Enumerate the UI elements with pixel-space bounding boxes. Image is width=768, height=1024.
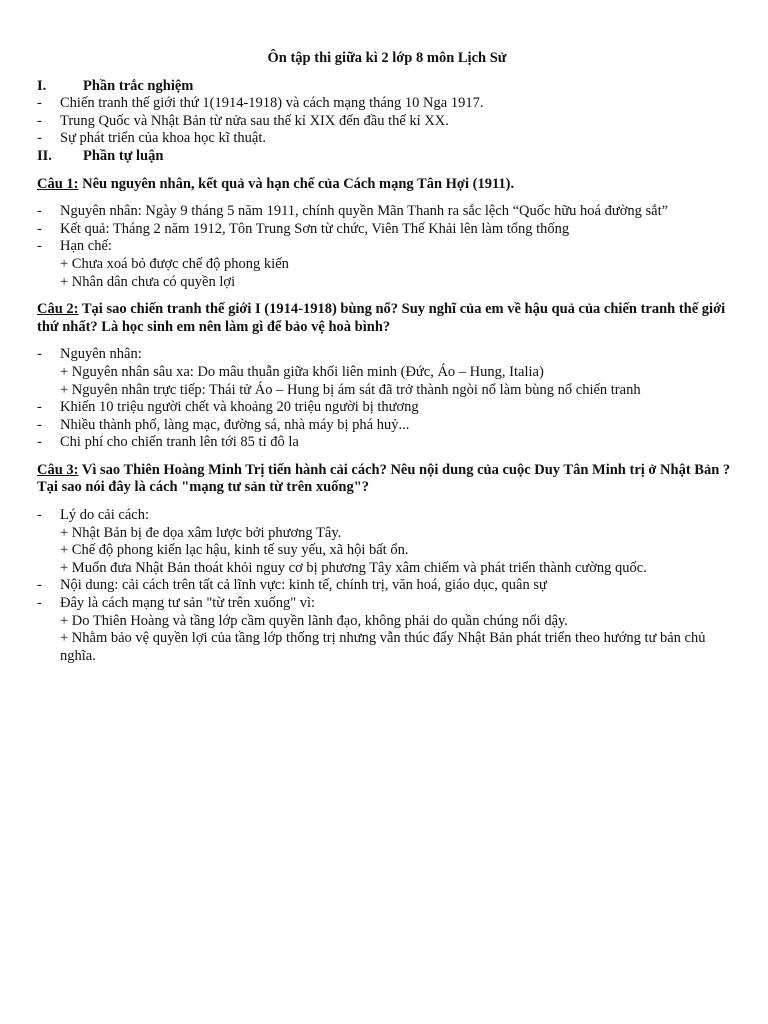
bullet-dash: - bbox=[37, 507, 42, 524]
section-number: II. bbox=[37, 147, 52, 164]
list-item-text: Khiến 10 triệu người chết và khoảng 20 triệu người bị thương bbox=[60, 399, 419, 416]
question-label: Câu 1: bbox=[37, 175, 79, 192]
list-item bbox=[37, 577, 737, 595]
question-label: Câu 3: bbox=[37, 461, 79, 478]
bullet-dash: - bbox=[37, 416, 42, 433]
list-item bbox=[37, 399, 737, 417]
question-text: Vì sao Thiên Hoàng Minh Trị tiến hành cải cách? Nêu nội dung của cuộc Duy Tân Minh trị ở Nhật Bản ? Tại sao nói đây là cách "mạng tư sản từ trên xuống"? bbox=[37, 461, 731, 496]
bullet-dash: - bbox=[37, 130, 42, 147]
bullet-dash: - bbox=[37, 577, 42, 594]
bullet-dash: - bbox=[37, 434, 42, 451]
question-text: Nêu nguyên nhân, kết quả và hạn chế của Cách mạng Tân Hợi (1911). bbox=[78, 175, 515, 192]
list-item-text: Nội dung: cải cách trên tất cả lĩnh vực: kinh tế, chính trị, văn hoá, giáo dục, quân sự bbox=[60, 577, 547, 594]
list-item-text: Chiến tranh thế giới thứ 1(1914-1918) và cách mạng tháng 10 Nga 1917. bbox=[60, 95, 484, 112]
sub-item: + Nhân dân chưa có quyền lợi bbox=[60, 273, 236, 290]
list-item-text: Đây là cách mạng tư sản "từ trên xuống" vì: bbox=[60, 595, 316, 612]
list-item-text: Nguyên nhân: bbox=[60, 346, 142, 363]
section-title: Phần tự luận bbox=[83, 147, 164, 164]
bullet-dash: - bbox=[37, 346, 42, 363]
list-item-text: Chi phí cho chiến tranh lên tới 85 tỉ đô la bbox=[60, 434, 299, 451]
document-title: Ôn tập thi giữa kì 2 lớp 8 môn Lịch Sử bbox=[267, 50, 507, 66]
section-heading-multiple-choice bbox=[37, 78, 737, 96]
list-item bbox=[37, 130, 737, 148]
list-item bbox=[37, 434, 737, 452]
bullet-dash: - bbox=[37, 95, 42, 112]
question-text: Tại sao chiến tranh thế giới I (1914-1918) bùng nổ? Suy nghĩ của em về hậu quả của chiến tranh thế giới thứ nhất? Là học sinh em nên làm gì để bảo vệ hoà bình? bbox=[37, 301, 726, 335]
bullet-dash: - bbox=[37, 203, 42, 220]
list-item bbox=[37, 203, 737, 221]
question-1 bbox=[37, 176, 737, 194]
section-title: Phần trắc nghiệm bbox=[83, 77, 194, 94]
sub-item: + Chế độ phong kiến lạc hậu, kinh tế suy yếu, xã hội bất ổn. bbox=[60, 542, 409, 559]
list-item bbox=[37, 417, 737, 435]
question-2 bbox=[37, 301, 737, 336]
question-3 bbox=[37, 462, 737, 497]
list-item bbox=[37, 95, 737, 113]
list-item-text: Nhiều thành phố, làng mạc, đường sá, nhà máy bị phá huỷ... bbox=[60, 416, 410, 433]
sub-item: + Chưa xoá bỏ được chế độ phong kiến bbox=[60, 255, 289, 272]
list-item bbox=[37, 595, 737, 613]
list-item bbox=[37, 346, 737, 364]
bullet-dash: - bbox=[37, 238, 42, 255]
sub-item: + Nhật Bản bị đe dọa xâm lược bởi phương Tây. bbox=[60, 524, 342, 541]
list-item bbox=[37, 221, 737, 239]
bullet-dash: - bbox=[37, 220, 42, 237]
list-item-text: Lý do cải cách: bbox=[60, 507, 149, 524]
list-item-text: Hạn chế: bbox=[60, 238, 112, 255]
document-page bbox=[37, 50, 737, 665]
sub-item: + Nguyên nhân trực tiếp: Thái tử Áo – Hung bị ám sát đã trở thành ngòi nổ làm bùng nổ chiến tranh bbox=[60, 381, 641, 398]
question-label: Câu 2: bbox=[37, 301, 79, 318]
list-item-text: Sự phát triển của khoa học kĩ thuật. bbox=[60, 130, 266, 147]
section-number: I. bbox=[37, 77, 47, 94]
list-item bbox=[37, 238, 737, 256]
list-item-text: Trung Quốc và Nhật Bản từ nửa sau thế kỉ XIX đến đầu thế kỉ XX. bbox=[60, 112, 449, 129]
list-item-text: Nguyên nhân: Ngày 9 tháng 5 năm 1911, chính quyền Mãn Thanh ra sắc lệch “Quốc hữu hoá đường sắt” bbox=[60, 203, 669, 220]
list-item bbox=[37, 113, 737, 131]
sub-item: + Do Thiên Hoàng và tầng lớp cầm quyền lãnh đạo, không phải do quần chúng nổi dậy. bbox=[60, 612, 568, 629]
section-heading-essay bbox=[37, 148, 737, 166]
bullet-dash: - bbox=[37, 112, 42, 129]
list-item bbox=[37, 507, 737, 525]
list-item-text: Kết quả: Tháng 2 năm 1912, Tôn Trung Sơn từ chức, Viên Thế Khải lên làm tổng thống bbox=[60, 220, 570, 237]
bullet-dash: - bbox=[37, 595, 42, 612]
sub-item: + Muốn đưa Nhật Bản thoát khỏi nguy cơ bị phương Tây xâm chiếm và phát triển thành cường quốc. bbox=[60, 559, 647, 576]
sub-item: + Nhằm bảo vệ quyền lợi của tầng lớp thống trị nhưng vẫn thúc đẩy Nhật Bản phát triển theo hướng tư bản chủ nghĩa. bbox=[60, 630, 706, 664]
sub-item: + Nguyên nhân sâu xa: Do mâu thuẫn giữa khối liên minh (Đức, Áo – Hung, Italia) bbox=[60, 363, 544, 380]
bullet-dash: - bbox=[37, 399, 42, 416]
